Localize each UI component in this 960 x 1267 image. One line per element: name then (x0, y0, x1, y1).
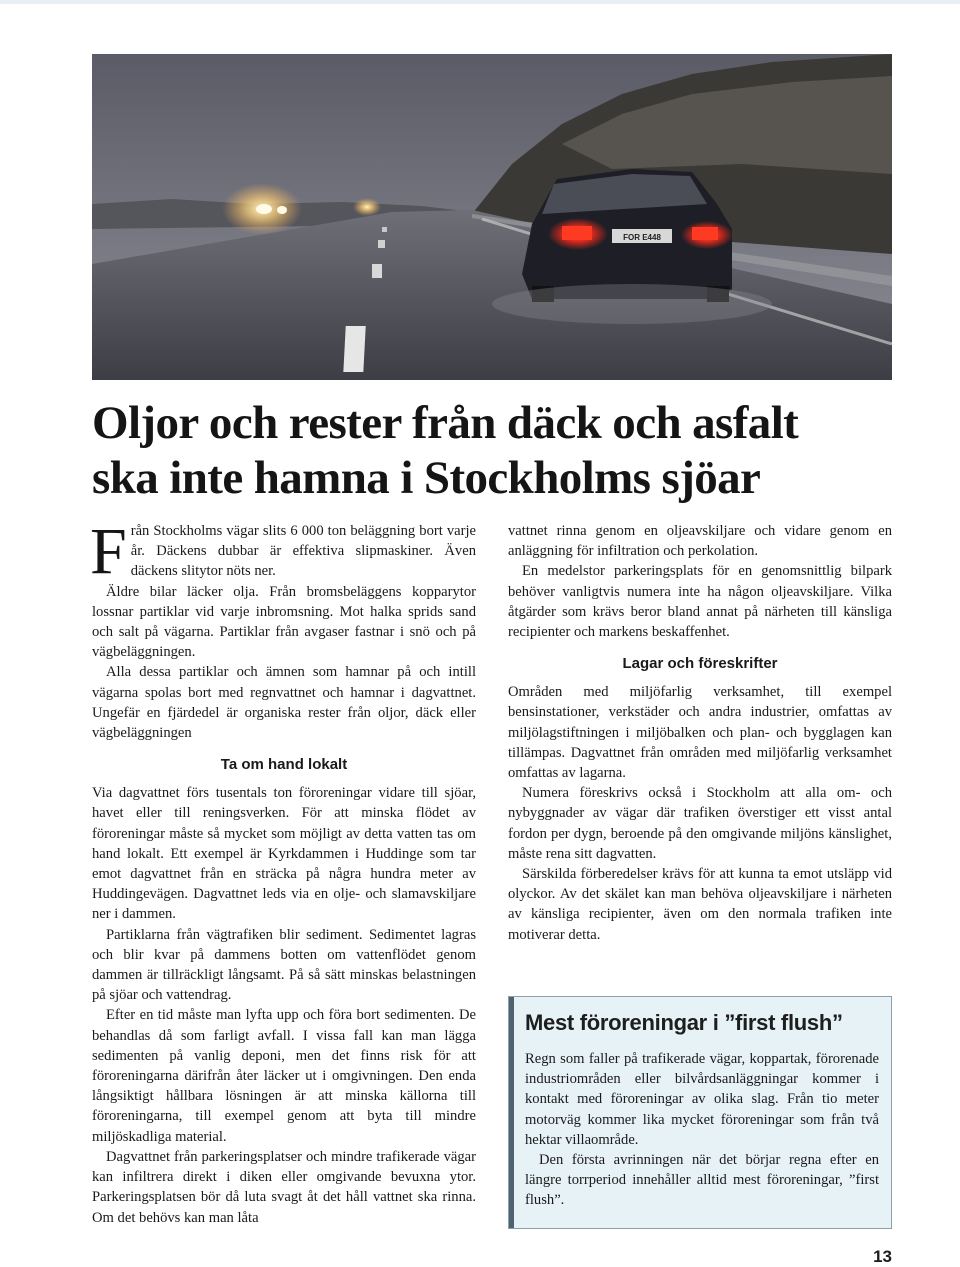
box-accent-bar (509, 997, 514, 1228)
license-plate-text: FOR E448 (623, 233, 661, 242)
paragraph: Partiklarna från vägtrafiken blir sediment. Sedimentet lagras och blir kvar på dammens botten om vattenflödet genom dammen är tillräckligt långsamt. På så sätt minskas belastningen på sjöar och vattendrag. (92, 926, 476, 1004)
rainy-road-image (92, 54, 892, 380)
paragraph: Alla dessa partiklar och ämnen som hamnar på och intill vägarna spolas bort med regnvattnet och hamnar i dagvattnet. Ungefär en fjärdedel är organiska rester från oljor, däck eller vägbeläggningen (92, 664, 476, 742)
box-body (525, 1049, 879, 1211)
headline (92, 396, 892, 506)
subheading-lagar-och-foreskrifter: Lagar och föreskrifter (622, 655, 778, 673)
headline-line-1: Oljor och rester från däck och asfalt (92, 397, 799, 449)
paragraph: Särskilda förberedelser krävs för att kunna ta emot utsläpp vid olyckor. Av det skälet kan man behöva oljeavskiljare i närheten av känsliga recipienter, även om den normala trafiken inte motiverar detta. (508, 866, 892, 943)
paragraph: Dagvattnet från parkeringsplatser och mindre trafikerade vägar kan infiltrera direkt i diken eller omgivande bevuxna ytor. Parkeringsplatsen bör då luta svagt åt det håll vattnet ska rinna. Om det behövs kan man låta (92, 1148, 476, 1226)
paragraph: Via dagvattnet förs tusentals ton föroreningar vidare till sjöar, havet eller till reningsverken. För att minska flödet av föroreningar måste så mycket som möjligt av detta vatten tas om hand lokalt. Ett exempel är Kyrkdammen i Huddinge som tar emot dagvattnet från en sträcka på några hundra meter av Huddingevägen. Dagvattnet leds via en olje- och slamavskiljare ner i dammen. (92, 785, 476, 923)
paragraph: Regn som faller på trafikerade vägar, koppartak, förorenade industriområden eller bilvårdsanläggningar kommer i kontakt med föroreningar av olika slag. Från tio meter motorväg kommer lika mycket föroreningar som från två hektar villaområde. (525, 1051, 879, 1148)
paragraph: Äldre bilar läcker olja. Från bromsbeläggens kopparytor lossnar partiklar vid varje inbromsning. Mot halka sprids sand och salt på vägarna. Partiklar från avgaser fastnar i snö och på vägbeläggningen. (92, 583, 476, 661)
paragraph: Områden med miljöfarlig verksamhet, till exempel bensinstationer, verkstäder och andra industrier, omfattas av miljölagstiftningen i miljöbalken och plan- och bygglagen kan tillämpas. Dagvattnet från områden med miljöfarlig verksamhet omfattas av lagarna. (508, 684, 892, 782)
paragraph: Numera föreskrivs också i Stockholm att alla om- och nybyggnader av vägar där trafiken överstiger ett visst antal fordon per dygn, beroende på den omgivande miljöns känslighet, måste rena sitt dagvatten. (508, 785, 892, 862)
paragraph: En medelstor parkeringsplats för en genomsnittlig bilpark behöver vanligtvis numera inte ha någon oljeavskiljare. Vilka åtgärder som krävs beror bland annat på närheten till känsliga recipienter och markens beskaffenhet. (508, 563, 892, 641)
page-number: 13 (873, 1247, 892, 1266)
box-title: Mest föroreningar i ”first flush” (525, 1010, 843, 1035)
paragraph: Efter en tid måste man lyfta upp och föra bort sedimenten. De behandlas då som farligt avfall. I vissa fall kan man lägga sedimenten på vanlig deponi, men det finns risk för att föroreningarna därifrån åter läcker ut i omgivningen. Den enda långsiktigt hållbara lösningen är att minska källorna till föroreningarna, till exempel genom att byta till mindre miljöskadliga material. (92, 1007, 476, 1145)
left-column (90, 515, 476, 1228)
first-flush-box (508, 996, 892, 1229)
intro-text: rån Stockholms vägar slits 6 000 ton beläggning bort varje år. Däckens dubbar är effektiva slipmaskiner. Även däckens slitytor nöts ner. (130, 523, 476, 580)
right-column (508, 521, 892, 945)
paragraph: vattnet rinna genom en oljeavskiljare och vidare genom en anläggning för infiltration och perkolation. (508, 523, 892, 560)
headline-line-2: ska inte hamna i Stockholms sjöar (92, 452, 761, 504)
dropcap: F (90, 515, 127, 588)
highway-photo (92, 54, 892, 380)
subheading-ta-om-hand-lokalt: Ta om hand lokalt (220, 756, 348, 774)
intro-paragraph (90, 515, 476, 588)
paragraph: Den första avrinningen när det börjar regna efter en längre torrperiod innehåller alltid mest föroreningar, ”first flush”. (525, 1152, 879, 1209)
top-rule (0, 0, 960, 4)
